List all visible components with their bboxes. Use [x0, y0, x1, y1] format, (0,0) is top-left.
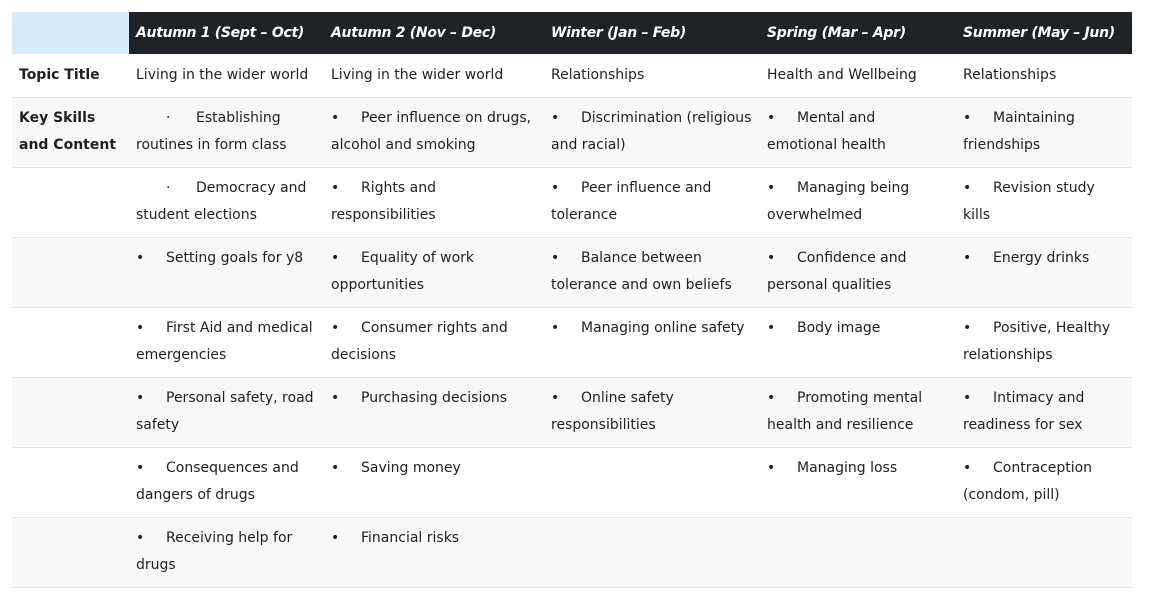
skill-text: Contraception (condom, pill) [963, 460, 1093, 503]
skill-text: Energy drinks [993, 250, 1090, 266]
bullet-icon: • [963, 390, 972, 406]
bullet-icon: • [136, 460, 145, 476]
skill-cell [544, 378, 760, 448]
skills-row [12, 238, 1132, 308]
skill-text: Online safety responsibilities [551, 390, 674, 433]
skills-row [12, 518, 1132, 588]
skill-cell [129, 518, 324, 588]
header-corner-cell [12, 12, 129, 54]
skill-text: Consequences and dangers of drugs [136, 460, 299, 503]
skill-text: Setting goals for y8 [166, 250, 304, 266]
topic-title-label: Topic Title [12, 54, 129, 98]
skill-cell [760, 378, 956, 448]
skill-cell [129, 378, 324, 448]
empty-label-cell [12, 308, 129, 378]
bullet-icon: • [551, 110, 560, 126]
skill-cell [544, 308, 760, 378]
skill-cell [956, 308, 1132, 378]
empty-label-cell [12, 448, 129, 518]
skills-row [12, 448, 1132, 518]
skill-text: Personal safety, road safety [136, 390, 314, 433]
header-autumn-1: Autumn 1 (Sept – Oct) [129, 12, 324, 54]
skill-cell [324, 238, 544, 308]
bullet-icon: • [331, 110, 340, 126]
skill-text: Discrimination (religious and racial) [551, 110, 752, 153]
empty-skill-cell [544, 448, 760, 518]
topic-title-row [12, 54, 1132, 98]
bullet-icon: • [767, 460, 776, 476]
bullet-icon: • [767, 250, 776, 266]
header-summer: Summer (May – Jun) [956, 12, 1132, 54]
skill-cell [760, 168, 956, 238]
bullet-icon: • [551, 320, 560, 336]
bullet-icon: • [551, 250, 560, 266]
skill-text: Financial risks [361, 530, 460, 546]
skill-cell [760, 448, 956, 518]
skill-cell [324, 378, 544, 448]
skill-cell [324, 518, 544, 588]
bullet-icon: • [767, 390, 776, 406]
skills-row [12, 168, 1132, 238]
skill-cell [956, 238, 1132, 308]
skill-text: Saving money [361, 460, 461, 476]
bullet-icon: • [551, 180, 560, 196]
skill-cell [324, 98, 544, 168]
skill-cell [129, 98, 324, 168]
skill-text: Mental and emotional health [767, 110, 886, 153]
skills-row [12, 378, 1132, 448]
skill-text: Promoting mental health and resilience [767, 390, 923, 433]
bullet-icon: • [767, 180, 776, 196]
bullet-icon: • [963, 250, 972, 266]
bullet-icon: • [767, 110, 776, 126]
header-spring: Spring (Mar – Apr) [760, 12, 956, 54]
skill-text: First Aid and medical emergencies [136, 320, 313, 363]
bullet-icon: · [166, 180, 171, 196]
bullet-icon: · [166, 110, 171, 126]
skill-text: Rights and responsibilities [331, 180, 436, 223]
skill-text: Managing being overwhelmed [767, 180, 910, 223]
skill-cell [956, 98, 1132, 168]
skill-text: Positive, Healthy relationships [963, 320, 1111, 363]
skill-cell [129, 448, 324, 518]
skill-cell [324, 448, 544, 518]
skill-text: Peer influence and tolerance [551, 180, 712, 223]
topic-cell: Living in the wider world [324, 54, 544, 98]
bullet-icon: • [136, 530, 145, 546]
empty-label-cell [12, 378, 129, 448]
skill-cell [129, 238, 324, 308]
bullet-icon: • [767, 320, 776, 336]
header-autumn-2: Autumn 2 (Nov – Dec) [324, 12, 544, 54]
skill-cell [544, 238, 760, 308]
bullet-icon: • [136, 250, 145, 266]
bullet-icon: • [136, 320, 145, 336]
skill-text: Maintaining friendships [963, 110, 1075, 153]
skill-cell [544, 98, 760, 168]
skill-text: Body image [797, 320, 881, 336]
skill-cell [956, 168, 1132, 238]
skill-cell [760, 308, 956, 378]
skill-cell [956, 448, 1132, 518]
topic-cell: Relationships [956, 54, 1132, 98]
skills-row [12, 308, 1132, 378]
header-winter: Winter (Jan – Feb) [544, 12, 760, 54]
skills-row [12, 98, 1132, 168]
bullet-icon: • [331, 530, 340, 546]
skill-cell [324, 308, 544, 378]
skill-text: Managing online safety [581, 320, 745, 336]
bullet-icon: • [331, 180, 340, 196]
bullet-icon: • [963, 460, 972, 476]
skill-text: Managing loss [797, 460, 898, 476]
skill-text: Balance between tolerance and own beliefs [551, 250, 732, 293]
bullet-icon: • [331, 390, 340, 406]
skill-cell [956, 378, 1132, 448]
skill-text: Purchasing decisions [361, 390, 508, 406]
bullet-icon: • [136, 390, 145, 406]
skill-cell [760, 238, 956, 308]
empty-skill-cell [956, 518, 1132, 588]
bullet-icon: • [331, 250, 340, 266]
table-header [12, 12, 1132, 54]
topic-cell: Living in the wider world [129, 54, 324, 98]
skill-cell [760, 98, 956, 168]
topic-cell: Relationships [544, 54, 760, 98]
skill-cell [129, 308, 324, 378]
empty-label-cell [12, 168, 129, 238]
bullet-icon: • [963, 110, 972, 126]
key-skills-label: Key Skills and Content [12, 98, 129, 168]
empty-label-cell [12, 238, 129, 308]
skill-text: Consumer rights and decisions [331, 320, 508, 363]
skill-text: Revision study kills [963, 180, 1095, 223]
skill-text: Receiving help for drugs [136, 530, 293, 573]
table-body [12, 54, 1132, 588]
empty-label-cell [12, 518, 129, 588]
skill-cell [324, 168, 544, 238]
skill-text: Equality of work opportunities [331, 250, 475, 293]
skill-text: Establishing routines in form class [136, 110, 287, 153]
empty-skill-cell [760, 518, 956, 588]
empty-skill-cell [544, 518, 760, 588]
header-row [12, 12, 1132, 54]
bullet-icon: • [963, 180, 972, 196]
curriculum-table [12, 12, 1132, 588]
skill-text: Peer influence on drugs, alcohol and smoking [331, 110, 532, 153]
skill-cell [544, 168, 760, 238]
skill-text: Intimacy and readiness for sex [963, 390, 1085, 433]
bullet-icon: • [551, 390, 560, 406]
skill-cell [129, 168, 324, 238]
bullet-icon: • [331, 460, 340, 476]
bullet-icon: • [963, 320, 972, 336]
skill-text: Confidence and personal qualities [767, 250, 907, 293]
topic-cell: Health and Wellbeing [760, 54, 956, 98]
bullet-icon: • [331, 320, 340, 336]
skill-text: Democracy and student elections [136, 180, 307, 223]
